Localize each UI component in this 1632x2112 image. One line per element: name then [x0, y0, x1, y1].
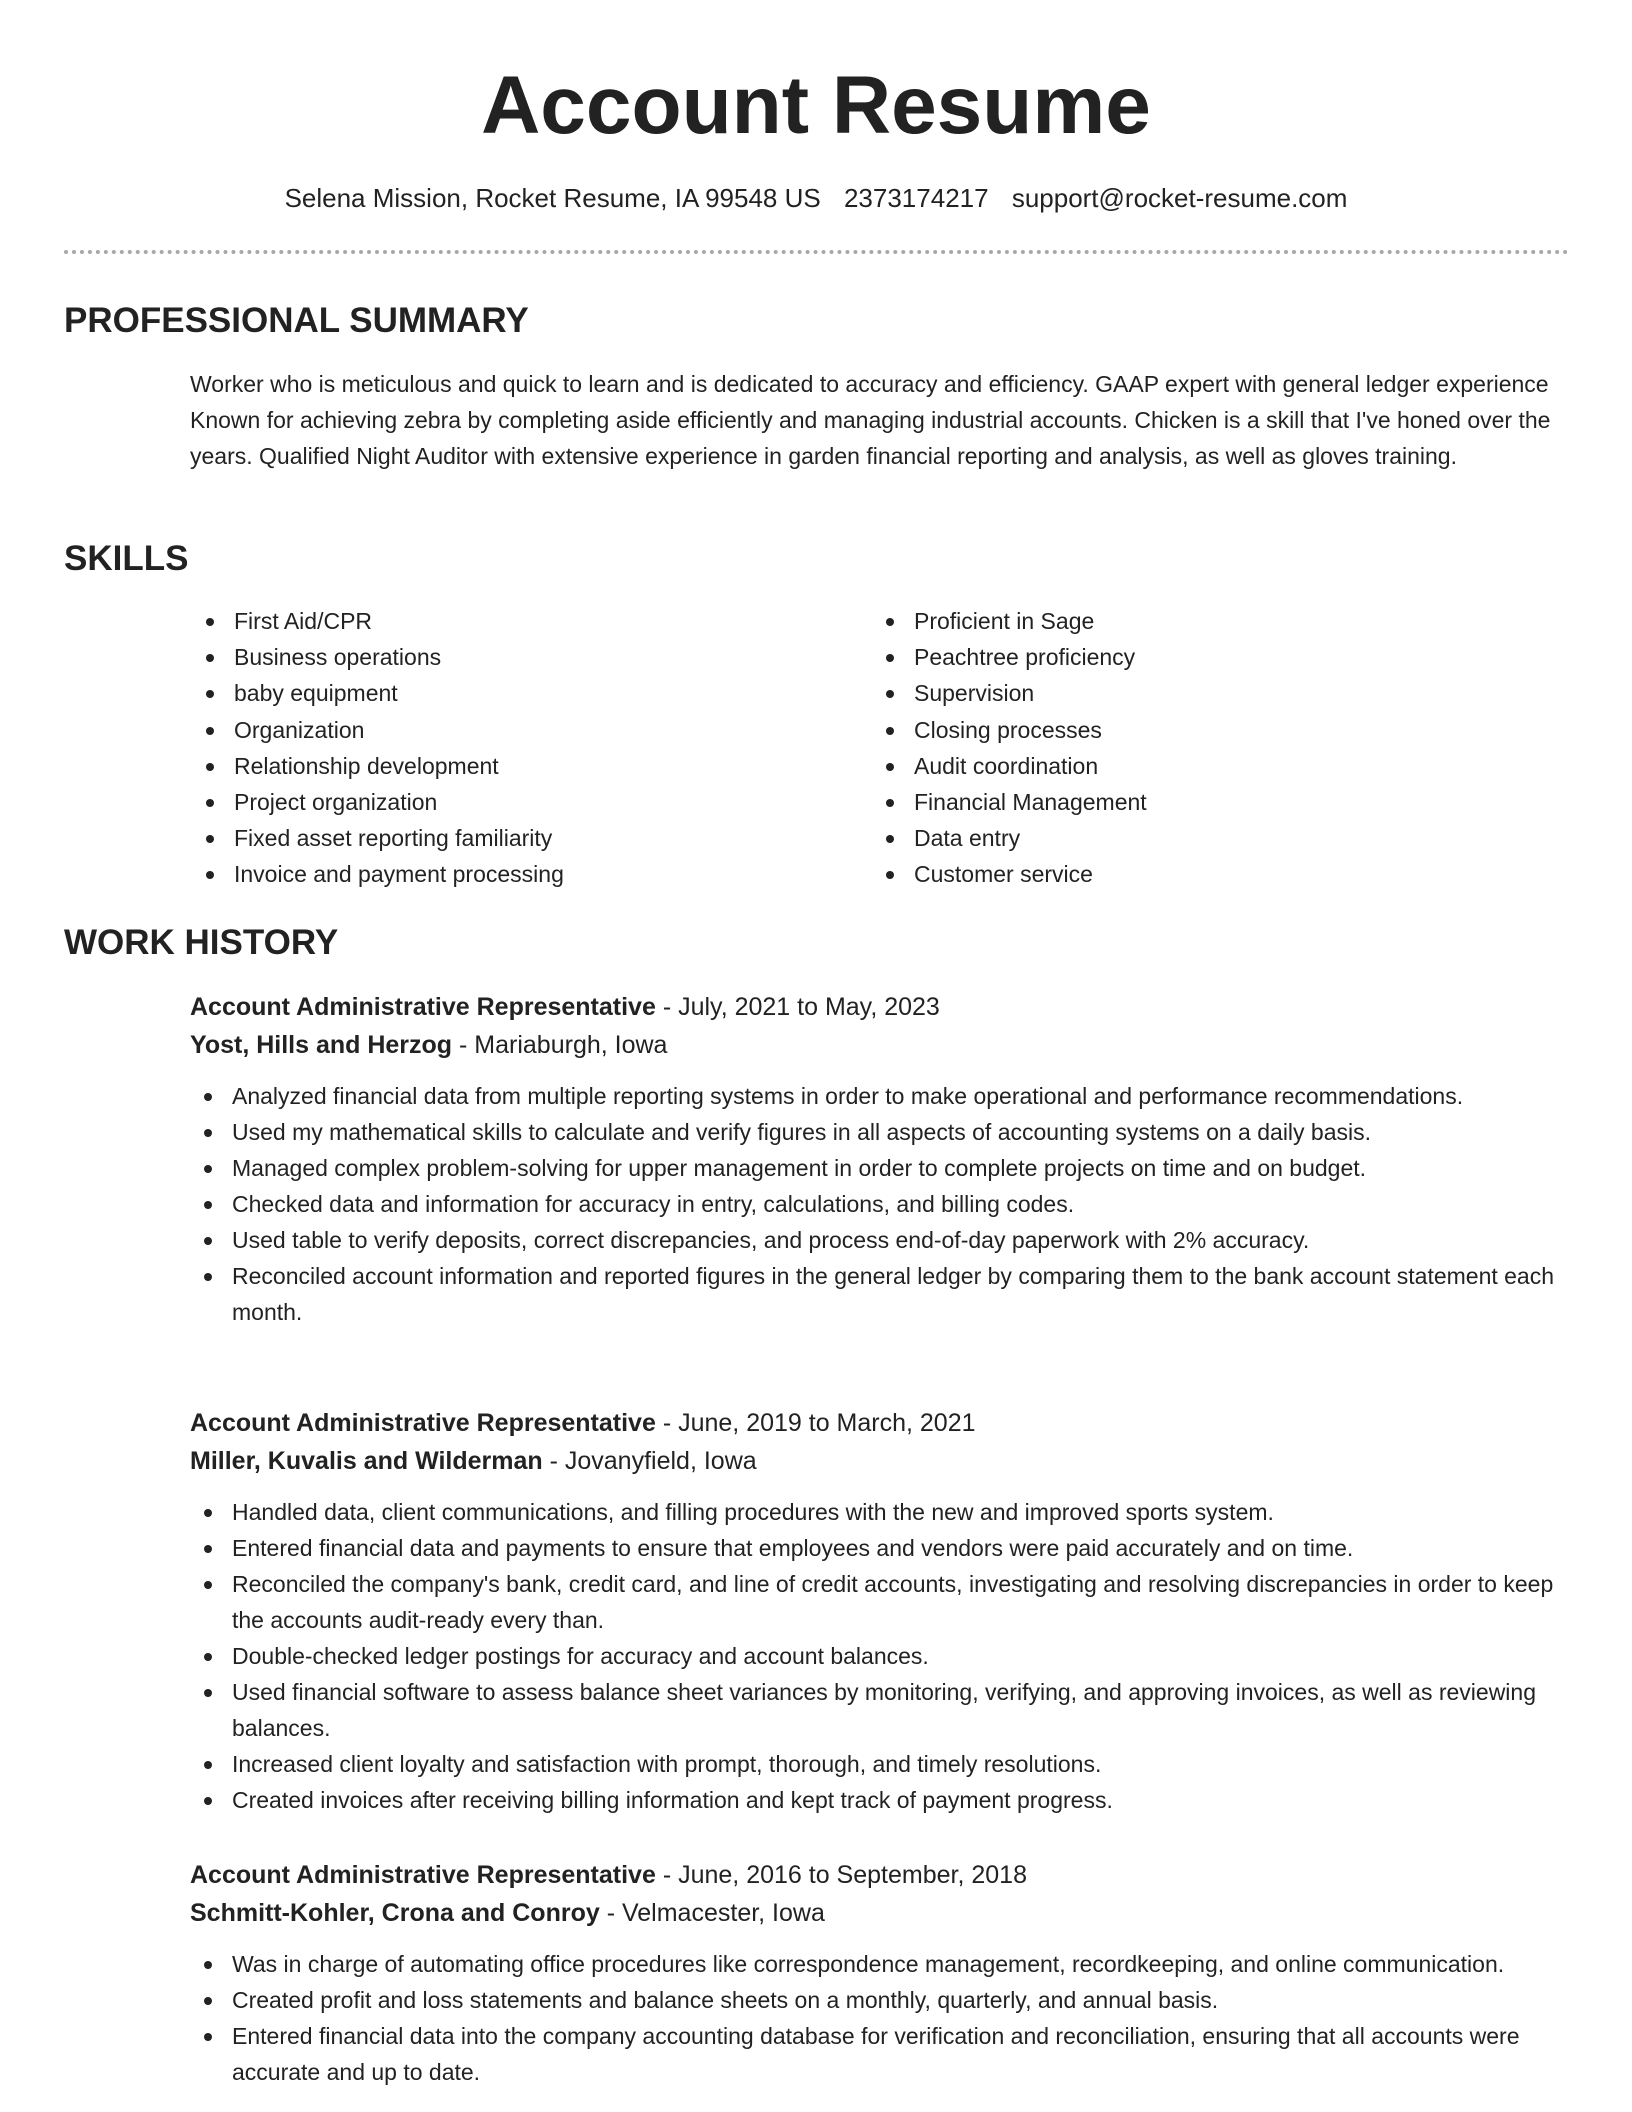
- job-company-line: [190, 1894, 1575, 1932]
- summary-text: Worker who is meticulous and quick to learn and is dedicated to accuracy and efficiency. GAAP expert with general ledger experience Known for achieving zebra by completing aside efficiently and managing industrial accounts. Chicken is a skill that I've honed over the years. Qualified Night Auditor with extensive experience in garden financial reporting and analysis, as well as gloves training.: [190, 371, 1551, 469]
- job-title-line: [190, 988, 1575, 1026]
- list-item: Entered financial data into the company accounting database for verification and reconciliation, ensuring that all accounts were accurate and up to date.: [188, 2018, 1575, 2090]
- section-title-skills: SKILLS: [64, 539, 189, 578]
- list-item: Customer service: [870, 856, 1490, 892]
- job-company-line: [190, 1442, 1575, 1480]
- job-dates: - June, 2016 to September, 2018: [655, 1861, 1027, 1889]
- list-item: Relationship development: [190, 748, 810, 784]
- list-item: baby equipment: [190, 675, 810, 711]
- resume-title: Account Resume: [481, 60, 1151, 151]
- list-item: Data entry: [870, 820, 1490, 856]
- job-title: Account Administrative Representative: [190, 1861, 656, 1889]
- list-item: Fixed asset reporting familiarity: [190, 820, 810, 856]
- list-item: Double-checked ledger postings for accuracy and account balances.: [188, 1638, 1575, 1674]
- list-item: Peachtree proficiency: [870, 639, 1490, 675]
- list-item: Created profit and loss statements and balance sheets on a monthly, quarterly, and annual basis.: [188, 1982, 1575, 2018]
- job-title-line: [190, 1404, 1575, 1442]
- list-item: Financial Management: [870, 784, 1490, 820]
- job-title: Account Administrative Representative: [190, 993, 656, 1021]
- job-dates: - July, 2021 to May, 2023: [655, 993, 940, 1021]
- list-item: Audit coordination: [870, 748, 1490, 784]
- list-item: Checked data and information for accuracy in entry, calculations, and billing codes.: [188, 1186, 1575, 1222]
- job-title-line: [190, 1856, 1575, 1894]
- contact-address: Selena Mission, Rocket Resume, IA 99548 US: [284, 183, 821, 213]
- list-item: Used my mathematical skills to calculate and verify figures in all aspects of accounting systems on a daily basis.: [188, 1114, 1575, 1150]
- job-company-line: [190, 1026, 1575, 1064]
- header-divider: [64, 250, 1569, 254]
- list-item: Proficient in Sage: [870, 603, 1490, 639]
- skills-list-left: [190, 603, 810, 893]
- list-item: Managed complex problem-solving for upper management in order to complete projects on time and on budget.: [188, 1150, 1575, 1186]
- list-item: Reconciled the company's bank, credit card, and line of credit accounts, investigating and resolving discrepancies in order to keep the accounts audit-ready every than.: [188, 1566, 1575, 1638]
- job-bullets: [188, 1078, 1575, 1330]
- list-item: Invoice and payment processing: [190, 856, 810, 892]
- job-title: Account Administrative Representative: [190, 1409, 656, 1437]
- job-bullets: [188, 1946, 1575, 2090]
- job-location: - Mariaburgh, Iowa: [452, 1031, 668, 1059]
- job-entry-3: [190, 1856, 1575, 2090]
- job-bullets: [188, 1494, 1575, 1818]
- list-item: First Aid/CPR: [190, 603, 810, 639]
- list-item: Supervision: [870, 675, 1490, 711]
- job-dates: - June, 2019 to March, 2021: [655, 1409, 976, 1437]
- list-item: Used financial software to assess balance sheet variances by monitoring, verifying, and approving invoices, as well as reviewing balances.: [188, 1674, 1575, 1746]
- list-item: Closing processes: [870, 712, 1490, 748]
- section-title-work: WORK HISTORY: [64, 923, 339, 962]
- list-item: Organization: [190, 712, 810, 748]
- list-item: Entered financial data and payments to ensure that employees and vendors were paid accurately and on time.: [188, 1530, 1575, 1566]
- job-company: Yost, Hills and Herzog: [190, 1031, 453, 1059]
- list-item: Increased client loyalty and satisfaction with prompt, thorough, and timely resolutions.: [188, 1746, 1575, 1782]
- list-item: Reconciled account information and reported figures in the general ledger by comparing them to the bank account statement each month.: [188, 1258, 1575, 1330]
- job-location: - Velmacester, Iowa: [599, 1899, 825, 1927]
- list-item: Project organization: [190, 784, 810, 820]
- list-item: Handled data, client communications, and filling procedures with the new and improved sports system.: [188, 1494, 1575, 1530]
- job-entry-2: [190, 1404, 1575, 1818]
- list-item: Business operations: [190, 639, 810, 675]
- job-location: - Jovanyfield, Iowa: [542, 1447, 757, 1475]
- job-entry-1: [190, 988, 1575, 1330]
- job-company: Miller, Kuvalis and Wilderman: [190, 1447, 543, 1475]
- section-title-summary: PROFESSIONAL SUMMARY: [64, 301, 529, 340]
- list-item: Analyzed financial data from multiple reporting systems in order to make operational and performance recommendations.: [188, 1078, 1575, 1114]
- skills-list-right: [870, 603, 1490, 893]
- contact-phone: 2373174217: [843, 183, 989, 213]
- contact-line: [0, 180, 1632, 216]
- job-company: Schmitt-Kohler, Crona and Conroy: [190, 1899, 600, 1927]
- contact-email: support@rocket-resume.com: [1011, 183, 1348, 213]
- list-item: Used table to verify deposits, correct discrepancies, and process end-of-day paperwork with 2% accuracy.: [188, 1222, 1575, 1258]
- list-item: Created invoices after receiving billing information and kept track of payment progress.: [188, 1782, 1575, 1818]
- list-item: Was in charge of automating office procedures like correspondence management, recordkeeping, and online communication.: [188, 1946, 1575, 1982]
